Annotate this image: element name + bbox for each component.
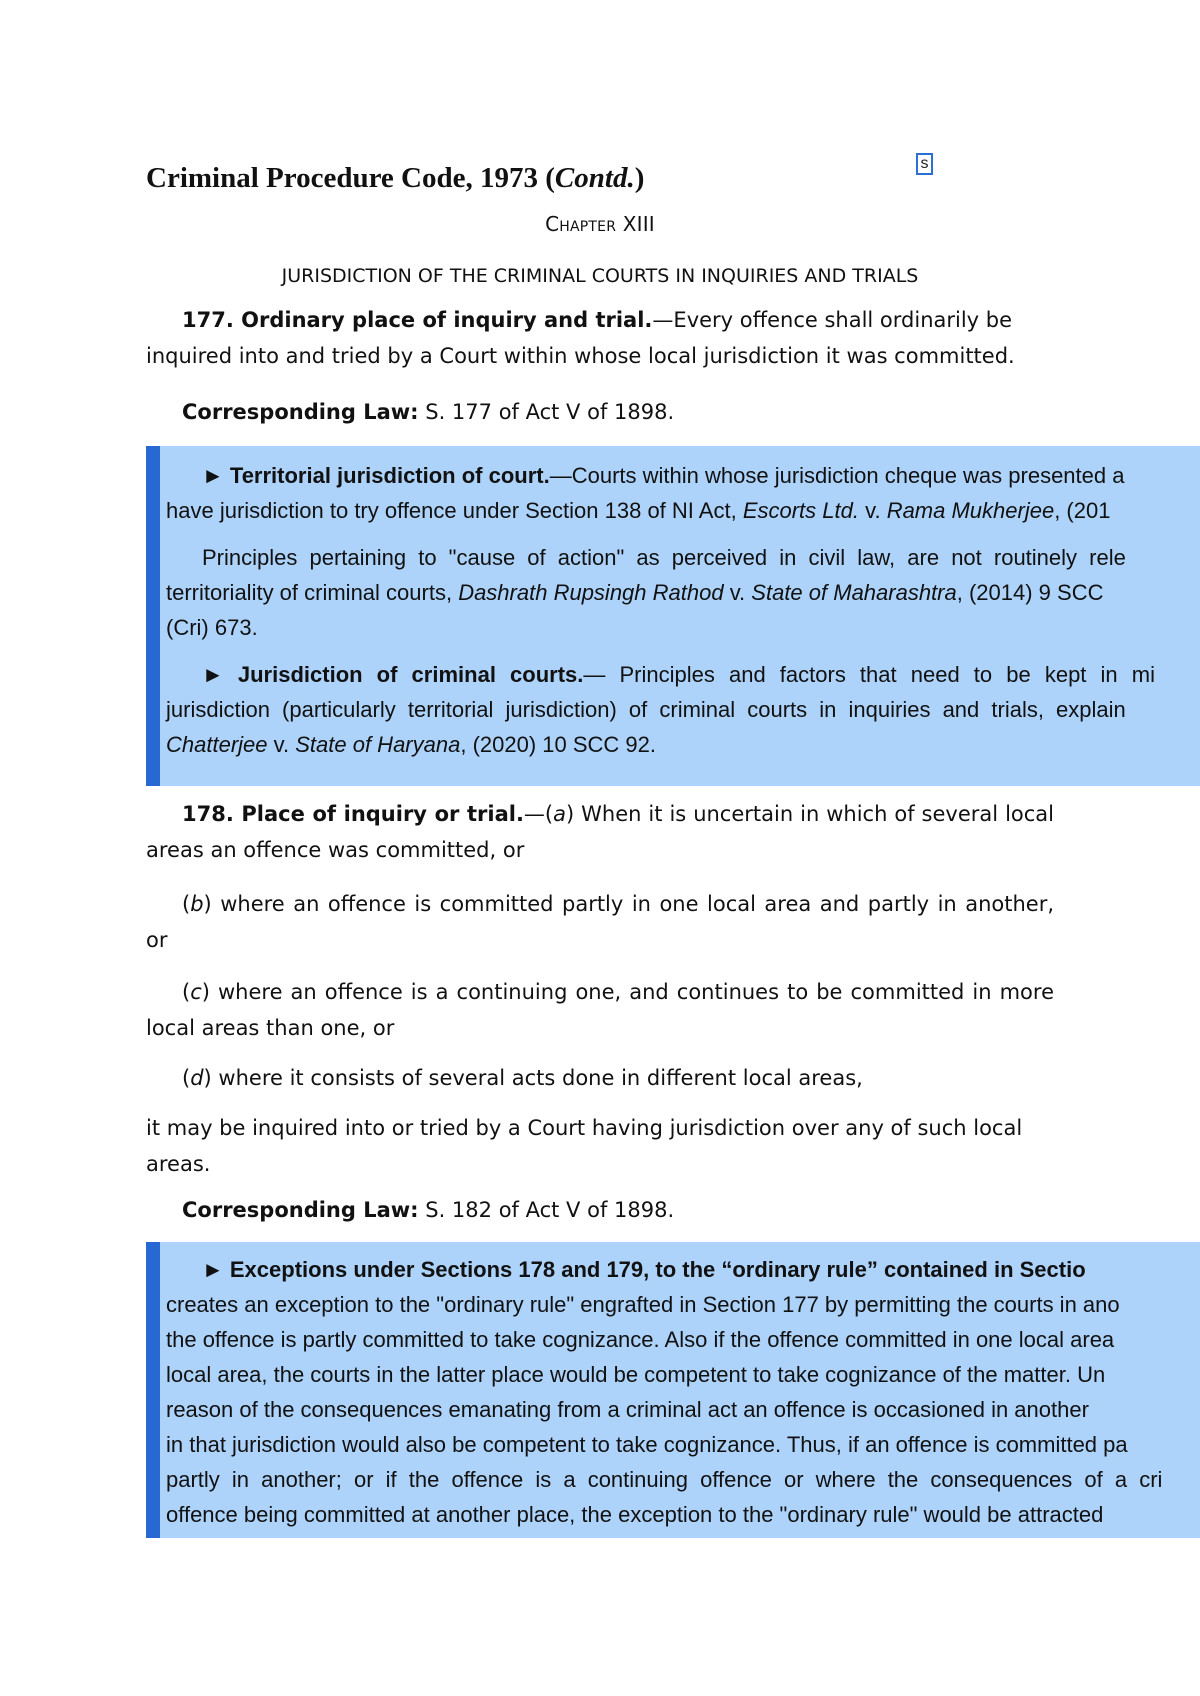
case-name: Chatterjee <box>166 732 268 757</box>
section-178-heading: 178. Place of inquiry or trial. <box>182 802 524 826</box>
section-text: ) When it is uncertain in which of several local areas an offence was committed, or <box>146 802 1055 862</box>
section-text: ) where an offence is committed partly in one local area and partly in another, or <box>146 892 1054 952</box>
note-accent-bar <box>146 446 160 786</box>
note-line: creates an exception to the "ordinary rule" engrafted in Section 177 by permitting the courts in ano <box>166 1292 1120 1317</box>
document-title: Criminal Procedure Code, 1973 (Contd.) <box>146 162 645 194</box>
chapter-title: JURISDICTION OF THE CRIMINAL COURTS IN INQUIRIES AND TRIALS <box>281 265 919 287</box>
section-text: ) where it consists of several acts done in different local areas, <box>203 1066 863 1090</box>
note-line: offence being committed at another place, the exception to the "ordinary rule" would be attracted <box>166 1502 1104 1527</box>
case-name: State of Haryana <box>295 732 461 757</box>
note-line: local area, the courts in the latter place would be competent to take cognizance of the matter. Un <box>166 1362 1106 1387</box>
case-note-content <box>166 1252 1200 1532</box>
chapter-number: XIII <box>622 212 655 236</box>
note-heading-exceptions: ► Exceptions under Sections 178 and 179, to the “ordinary rule” contained in Sectio <box>202 1257 1086 1282</box>
corresponding-law-label: Corresponding Law: <box>182 400 419 424</box>
section-178-clause-b: (b) where an offence is committed partly in one local area and partly in another, or <box>146 892 1054 952</box>
note-line: in that jurisdiction would also be competent to take cognizance. Thus, if an offence is committed pa <box>166 1432 1128 1457</box>
section-177-text: —Every offence shall ordinarily be inquired into and tried by a Court within whose local jurisdiction it was committed. <box>146 308 1015 368</box>
note-text: —Courts within whose jurisdiction cheque was presented a <box>549 463 1125 488</box>
section-177-heading: 177. Ordinary place of inquiry and trial. <box>182 308 653 332</box>
note-text: — Principles and factors that need to be kept in mi <box>583 662 1155 687</box>
note-line: reason of the consequences emanating from a criminal act an offence is occasioned in another <box>166 1397 1089 1422</box>
page-marker-box: s <box>916 153 933 175</box>
corresponding-law-text: S. 182 of Act V of 1898. <box>418 1198 675 1222</box>
section-178-clause-d: (d) where it consists of several acts done in different local areas, <box>182 1066 863 1090</box>
case-note-box <box>146 446 1200 786</box>
corresponding-law-text: S. 177 of Act V of 1898. <box>418 400 675 424</box>
note-text: , (201 <box>1054 498 1111 523</box>
clause-letter: b <box>190 892 204 916</box>
note-heading-jurisdiction: ► Jurisdiction of criminal courts. <box>202 662 584 687</box>
note-text: , (2014) 9 SCC <box>956 580 1104 605</box>
case-note-box-exceptions <box>146 1242 1200 1538</box>
note-line: (Cri) 673. <box>166 615 258 640</box>
section-178-clause-c: (c) where an offence is a continuing one, and continues to be committed in more local areas than one, or <box>146 980 1054 1040</box>
section-text: ) where an offence is a continuing one, and continues to be committed in more local areas than one, or <box>146 980 1054 1040</box>
note-line <box>166 657 1200 692</box>
case-name: Escorts Ltd. <box>742 498 859 523</box>
document-title-contd: Contd. <box>554 162 635 194</box>
section-177 <box>146 302 1054 374</box>
case-name: Rama Mukherjee <box>886 498 1055 523</box>
note-text: , (2020) 10 SCC 92. <box>460 732 657 757</box>
section-178-clause-a <box>146 796 1054 868</box>
note-text: have jurisdiction to try offence under Section 138 of NI Act, <box>166 498 743 523</box>
case-name: Dashrath Rupsingh Rathod <box>458 580 724 605</box>
case-note-content <box>166 458 1200 762</box>
clause-letter: c <box>190 980 202 1004</box>
note-text: territoriality of criminal courts, <box>166 580 459 605</box>
note-line: jurisdiction (particularly territorial jurisdiction) of criminal courts in inquiries and trials, explain <box>166 697 1126 722</box>
note-line <box>166 727 1200 762</box>
note-line: the offence is partly committed to take cognizance. Also if the offence committed in one local area <box>166 1327 1115 1352</box>
note-line <box>166 493 1200 528</box>
case-name: State of Maharashtra <box>751 580 957 605</box>
note-accent-bar <box>146 1242 160 1538</box>
note-line: Principles pertaining to "cause of action" as perceived in civil law, are not routinely rele <box>202 545 1126 570</box>
clause-letter: a <box>553 802 566 826</box>
note-text: v. <box>267 732 296 757</box>
document-title-text: Criminal Procedure Code, 1973 <box>146 162 538 194</box>
section-177-corresponding-law <box>146 394 1054 430</box>
corresponding-law-label: Corresponding Law: <box>182 1198 419 1222</box>
chapter-label: Chapter <box>545 212 617 236</box>
note-line: partly in another; or if the offence is a continuing offence or where the consequences of a cri <box>166 1467 1163 1492</box>
chapter-heading <box>146 210 1054 238</box>
note-line <box>166 1252 1200 1287</box>
section-178-tail: it may be inquired into or tried by a Court having jurisdiction over any of such local areas. <box>146 1116 1023 1176</box>
note-line <box>166 575 1200 610</box>
note-text: v. <box>723 580 752 605</box>
note-text: v. <box>858 498 887 523</box>
note-line <box>166 458 1200 493</box>
clause-letter: d <box>190 1066 204 1090</box>
section-178-corresponding-law <box>146 1192 1054 1228</box>
section-text: —( <box>523 802 554 826</box>
note-heading-territorial: ► Territorial jurisdiction of court. <box>202 463 550 488</box>
